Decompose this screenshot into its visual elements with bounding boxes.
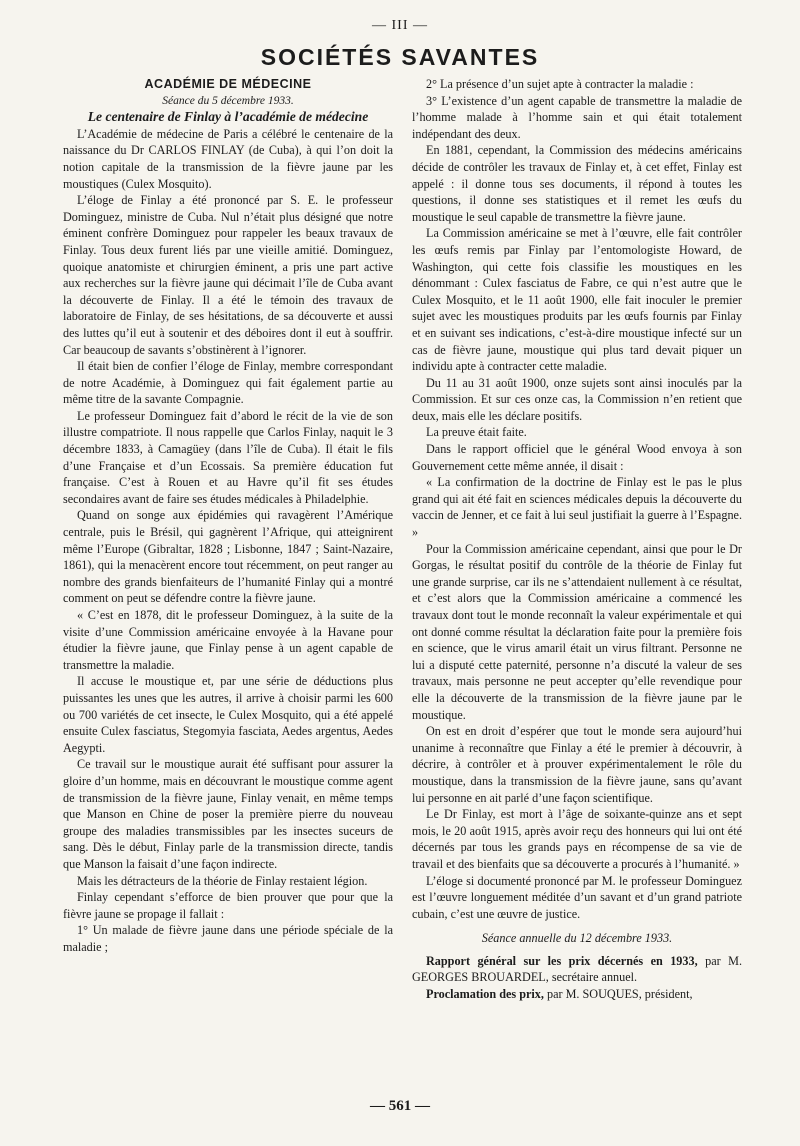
proclamation-title: Proclamation des prix, bbox=[426, 987, 544, 1002]
paragraph: L’Académie de médecine de Paris a célébré le centenaire de la naissance du Dr CARLOS FINLAY (de Cuba), à qui l’on doit la notion capitale de la transmission de la fièvre jaune par les moustiques (Culex Mosquito). bbox=[63, 126, 393, 191]
page-header: — III — bbox=[372, 18, 428, 33]
paragraph: Le professeur Dominguez fait d’abord le récit de la vie de son illustre compatriote. Il nous rappelle que Carlos Finlay, naquit le 3 décembre 1833, à Camagüey (dans l’île de Cuba). Il était le fils d’une Française et d’un Ecossais. Sa première éducation fut française. C’est à Rouen et au Havre qu’il fit ses études secondaires avant de faire ses études médicales à Philadelphie. bbox=[63, 408, 393, 506]
report-author: par M. GEORGES BROUARDEL, secrétaire annuel. bbox=[412, 953, 742, 985]
seance-date: Séance du 5 décembre 1933. bbox=[162, 94, 294, 107]
report-title: Rapport général sur les prix décernés en 1933, bbox=[426, 953, 698, 968]
paragraph: « La confirmation de la doctrine de Finlay est le pas le plus grand qui ait été fait en sciences médicales depuis la découverte du vaccin de Jenner, et ce fait à lui seul justifiait la guerre à l’Espagne. » bbox=[412, 475, 742, 540]
paragraph: On est en droit d’espérer que tout le monde sera aujourd’hui unanime à reconnaître que Finlay a été le premier à découvrir, à décrire, à contrôler et à prouver expérimentalement le rôle du moustique, dans la transmission de la fièvre jaune, sans qu’avant lui personne en ait parlé d’une façon scientifique. bbox=[412, 724, 742, 805]
paragraph: 3° L’existence d’un agent capable de transmettre la maladie de l’homme malade à l’homme sain et qui était totalement indépendant des deux. bbox=[412, 93, 742, 141]
paragraph: En 1881, cependant, la Commission des médecins américains décide de contrôler les travaux de Finlay et, à cet effet, Finlay est appelé : il donne tous ses documents, il répond à toutes les questions, il donne ses statistiques et il remet les œufs du moustique le seul capable de transmettre la fièvre jaune. bbox=[412, 143, 742, 224]
article-title: Le centenaire de Finlay à l’académie de médecine bbox=[87, 109, 369, 125]
paragraph: Ce travail sur le moustique aurait été suffisant pour assurer la gloire d’un homme, mais en découvrant le moustique comme agent de transmission de la fièvre jaune, Finlay venait, en même temps que Manson en Chine de poser la première pierre du nouveau groupe des maladies transmissibles par les insectes suceurs de sang. Dès le début, Finlay parle de la transmission directe, tandis que Manson la faisait d’une façon indirecte. bbox=[63, 757, 393, 871]
paragraph: Finlay cependant s’efforce de bien prouver que pour que la fièvre jaune se propage il fallait : bbox=[63, 890, 393, 921]
paragraph: Dans le rapport officiel que le général Wood envoya à son Gouvernement cette même année, il disait : bbox=[412, 442, 742, 473]
proclamation-author: par M. SOUQUES, président, bbox=[546, 987, 693, 1002]
right-column bbox=[412, 76, 742, 1003]
left-column bbox=[63, 76, 393, 955]
section-title: SOCIÉTÉS SAVANTES bbox=[260, 44, 540, 70]
paragraph: L’éloge de Finlay a été prononcé par S. E. le professeur Dominguez, ministre de Cuba. Nul n’était plus désigné que notre éminent confrère Dominguez pour rappeler les beaux travaux de Finlay. Tous deux furent liés par une vieille amitié. Dominguez, quoique anatomiste et chirurgien éminent, a pris une part active aux recherches sur la fièvre jaune qui décimait l’île de Cuba avant la découverte de Finlay. Il a été le témoin des travaux de laboratoire de Finlay, de ses hésitations, de sa découverte et aussi des luttes qu’il eut à soutenir et des déboires dont il eut à souffrir. Car beaucoup de savants s’obstinèrent à l’ignorer. bbox=[63, 193, 393, 357]
paragraph: Pour la Commission américaine cependant, ainsi que pour le Dr Gorgas, le résultat positif du contrôle de la théorie de Finlay fut une grande surprise, car ils ne s’attendaient nullement à ce résultat, et c’est alors que la Commission américaine a commencé les travaux dont tout le monde reconnaît la valeur expérimentale et qui ont donné comme résultat la déclaration faite pour la première fois en science, que le virus amaril était un virus filtrant. Personne ne lui a disputé cette paternité, personne n’a discuté la valeur de ses travaux, mais personne ne peut accepter qu’elle revendique pour elle la découverte de la transmission de la fièvre jaune par le moustique. bbox=[412, 541, 742, 722]
paragraph: Il accuse le moustique et, par une série de déductions plus puissantes les unes que les autres, il arrive à choisir parmi les 600 ou 700 variétés de cet insecte, le Culex Mosquito, qui a été appelé ensuite Culex fasciatus, Stegomyia fasciata, Aedes argentus, Aedes Aegypti. bbox=[63, 674, 393, 755]
paragraph: Il était bien de confier l’éloge de Finlay, membre correspondant de notre Académie, à Dominguez qui fait également partie au même titre de la savante Compagnie. bbox=[63, 359, 393, 407]
paragraph: La Commission américaine se met à l’œuvre, elle fait contrôler les œufs remis par Finlay par l’entomologiste Howard, de Washington, qui cette fois classifie les moustiques en les dénommant : Culex fasciatus de Fabre, ce qui n’est autre que le Culex Mosquito, et le 11 août 1900, elle fait inoculer le premier sujet avec les moustiques produits par les œufs fournis par Finlay et en suivant ses indications, c’est-à-dire moustique infecté sur un cas de fièvre jaune, moustique qui plus tard devait piquer un individu apte à contracter cette maladie. bbox=[412, 226, 742, 374]
paragraph: 1° Un malade de fièvre jaune dans une période spéciale de la maladie ; bbox=[63, 923, 393, 954]
paragraph: Mais les détracteurs de la théorie de Finlay restaient légion. bbox=[77, 873, 368, 888]
seance-annual: Séance annuelle du 12 décembre 1933. bbox=[481, 931, 673, 946]
paragraph: Le Dr Finlay, est mort à l’âge de soixante-quinze ans et sept mois, le 20 août 1915, après avoir reçu des honneurs qui lui ont été décernés par tous les grands pays en récompense de sa vie de travail et des bienfaits que sa découverte a procurés à l’humanité. » bbox=[412, 807, 742, 871]
paragraph: « C’est en 1878, dit le professeur Dominguez, à la suite de la visite d’une Commission américaine envoyée à la Havane pour étudier la fièvre jaune, que Finlay pense à un agent capable de transmettre la maladie. bbox=[63, 608, 393, 672]
report-entry bbox=[412, 953, 742, 986]
paragraph: L’éloge si documenté prononcé par M. le professeur Dominguez est l’œuvre longuement méditée d’un savant et d’un grand patriote cubain, c’est une œuvre de justice. bbox=[412, 873, 742, 921]
paragraph: Du 11 au 31 août 1900, onze sujets sont ainsi inoculés par la Commission. Et sur ces onze cas, la Commission n’en retient que deux, mais elle les déclare positifs. bbox=[412, 375, 742, 423]
paragraph: Quand on songe aux épidémies qui ravagèrent l’Amérique centrale, puis le Brésil, qui gagnèrent l’Afrique, qui atteignirent même l’Europe (Gibraltar, 1828 ; Lisbonne, 1847 ; Saint-Nazaire, 1861), qui la menacèrent encore tout récemment, on peut ranger au nombre des grands bienfaiteurs de l’humanité Finlay qui a montré comment on peut se défendre contre la fièvre jaune. bbox=[63, 508, 393, 606]
page-number: — 561 — bbox=[370, 1098, 430, 1114]
paragraph: La preuve était faite. bbox=[426, 425, 527, 440]
paragraph: 2° La présence d’un sujet apte à contracter la maladie : bbox=[426, 77, 694, 91]
proclamation-entry bbox=[412, 986, 742, 1003]
academy-title: ACADÉMIE DE MÉDECINE bbox=[144, 77, 312, 91]
